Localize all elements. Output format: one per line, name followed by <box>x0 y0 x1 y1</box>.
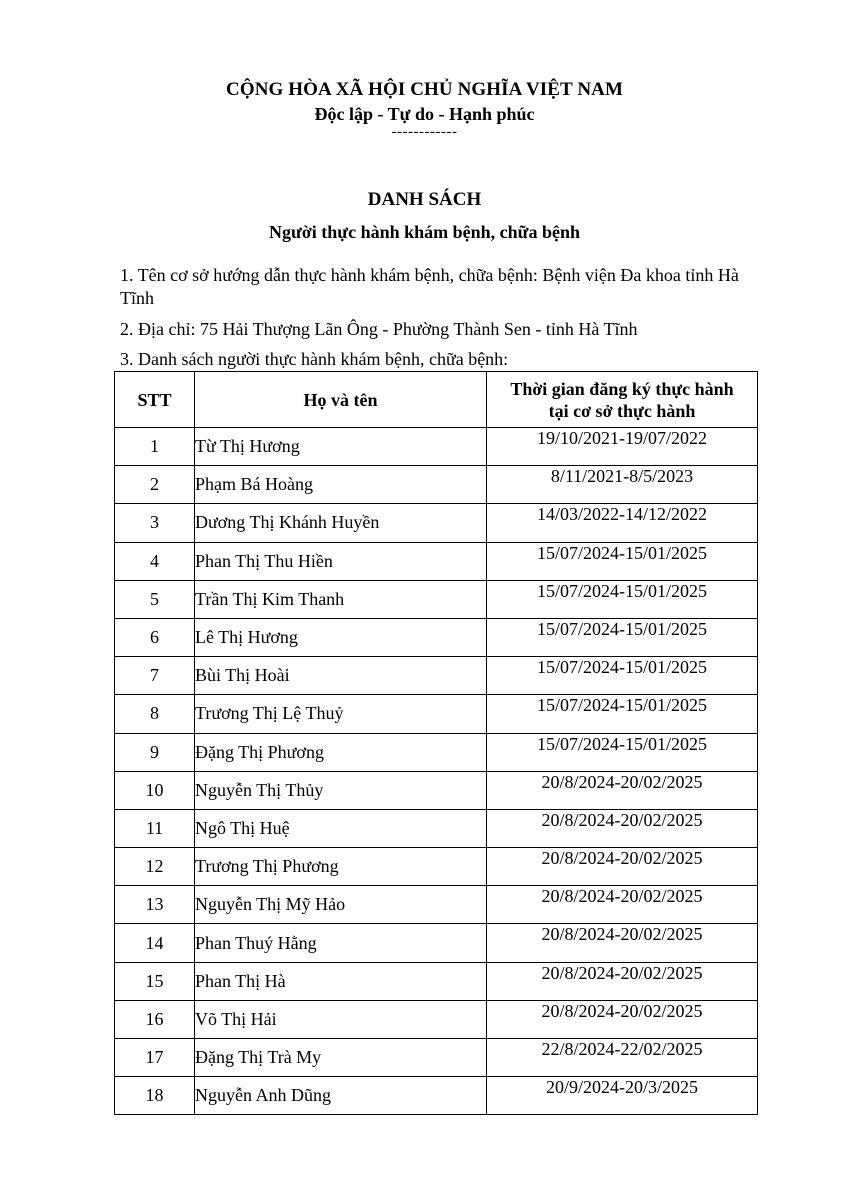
row-time: 20/8/2024-20/02/2025 <box>487 924 758 962</box>
column-header-stt: STT <box>115 372 195 428</box>
row-stt: 16 <box>115 1000 195 1038</box>
table-row <box>115 809 758 847</box>
column-header-time-text: Thời gian đăng ký thực hành tại cơ sở thực hành <box>510 378 734 421</box>
address-line: 2. Địa chỉ: 75 Hải Thượng Lãn Ông - Phường Thành Sen - tỉnh Hà Tĩnh <box>120 319 638 339</box>
table-row <box>115 695 758 733</box>
table-row <box>115 466 758 504</box>
row-name: Đặng Thị Phương <box>195 733 487 771</box>
table-row <box>115 733 758 771</box>
row-time: 20/8/2024-20/02/2025 <box>487 848 758 886</box>
row-time: 20/9/2024-20/3/2025 <box>487 1077 758 1115</box>
row-stt: 9 <box>115 733 195 771</box>
row-name: Nguyễn Thị Thủy <box>195 771 487 809</box>
table-row <box>115 580 758 618</box>
table-row <box>115 542 758 580</box>
row-time: 15/07/2024-15/01/2025 <box>487 618 758 656</box>
row-name: Bùi Thị Hoài <box>195 657 487 695</box>
row-stt: 12 <box>115 848 195 886</box>
row-name: Trương Thị Lệ Thuỷ <box>195 695 487 733</box>
row-time: 14/03/2022-14/12/2022 <box>487 504 758 542</box>
row-time: 8/11/2021-8/5/2023 <box>487 466 758 504</box>
table-row <box>115 848 758 886</box>
table-row <box>115 504 758 542</box>
column-header-name: Họ và tên <box>195 372 487 428</box>
row-stt: 5 <box>115 580 195 618</box>
row-time: 20/8/2024-20/02/2025 <box>487 886 758 924</box>
practitioner-table <box>114 371 758 1115</box>
row-stt: 1 <box>115 428 195 466</box>
row-time: 20/8/2024-20/02/2025 <box>487 1000 758 1038</box>
row-name: Phan Thị Hà <box>195 962 487 1000</box>
table-row <box>115 1077 758 1115</box>
row-name: Trần Thị Kim Thanh <box>195 580 487 618</box>
country-heading: CỘNG HÒA XÃ HỘI CHỦ NGHĨA VIỆT NAM <box>226 79 623 100</box>
row-time: 22/8/2024-22/02/2025 <box>487 1039 758 1077</box>
row-stt: 7 <box>115 657 195 695</box>
table-header-row <box>115 372 758 428</box>
row-time: 15/07/2024-15/01/2025 <box>487 542 758 580</box>
row-name: Lê Thị Hương <box>195 618 487 656</box>
row-time: 15/07/2024-15/01/2025 <box>487 580 758 618</box>
row-time: 15/07/2024-15/01/2025 <box>487 733 758 771</box>
table-row <box>115 886 758 924</box>
row-name: Đặng Thị Trà My <box>195 1039 487 1077</box>
row-name: Phan Thị Thu Hiền <box>195 542 487 580</box>
table-row <box>115 618 758 656</box>
table-row <box>115 771 758 809</box>
table-row <box>115 1000 758 1038</box>
table-row <box>115 428 758 466</box>
row-stt: 13 <box>115 886 195 924</box>
table-row <box>115 962 758 1000</box>
row-stt: 14 <box>115 924 195 962</box>
row-time: 15/07/2024-15/01/2025 <box>487 695 758 733</box>
row-stt: 11 <box>115 809 195 847</box>
row-name: Phạm Bá Hoàng <box>195 466 487 504</box>
row-time: 20/8/2024-20/02/2025 <box>487 962 758 1000</box>
list-label: 3. Danh sách người thực hành khám bệnh, chữa bệnh: <box>120 349 509 369</box>
row-stt: 8 <box>115 695 195 733</box>
row-stt: 6 <box>115 618 195 656</box>
row-time: 20/8/2024-20/02/2025 <box>487 771 758 809</box>
row-time: 15/07/2024-15/01/2025 <box>487 657 758 695</box>
row-name: Từ Thị Hương <box>195 428 487 466</box>
row-stt: 17 <box>115 1039 195 1077</box>
row-stt: 2 <box>115 466 195 504</box>
row-time: 19/10/2021-19/07/2022 <box>487 428 758 466</box>
row-name: Ngô Thị Huệ <box>195 809 487 847</box>
table-row <box>115 924 758 962</box>
row-name: Phan Thuý Hằng <box>195 924 487 962</box>
row-name: Trương Thị Phương <box>195 848 487 886</box>
row-name: Nguyễn Thị Mỹ Hảo <box>195 886 487 924</box>
column-header-time <box>487 372 758 428</box>
row-stt: 10 <box>115 771 195 809</box>
document-subtitle: Người thực hành khám bệnh, chữa bệnh <box>269 222 580 242</box>
row-stt: 3 <box>115 504 195 542</box>
row-stt: 18 <box>115 1077 195 1115</box>
table-row <box>115 1039 758 1077</box>
header-separator: ------------ <box>391 124 458 140</box>
row-stt: 15 <box>115 962 195 1000</box>
document-title: DANH SÁCH <box>367 189 482 210</box>
facility-line: 1. Tên cơ sở hướng dẫn thực hành khám bệnh, chữa bệnh: Bệnh viện Đa khoa tỉnh Hà Tĩnh <box>120 265 739 308</box>
row-time: 20/8/2024-20/02/2025 <box>487 809 758 847</box>
table-row <box>115 657 758 695</box>
motto-heading: Độc lập - Tự do - Hạnh phúc <box>314 104 535 124</box>
row-stt: 4 <box>115 542 195 580</box>
row-name: Dương Thị Khánh Huyền <box>195 504 487 542</box>
row-name: Võ Thị Hải <box>195 1000 487 1038</box>
row-name: Nguyễn Anh Dũng <box>195 1077 487 1115</box>
